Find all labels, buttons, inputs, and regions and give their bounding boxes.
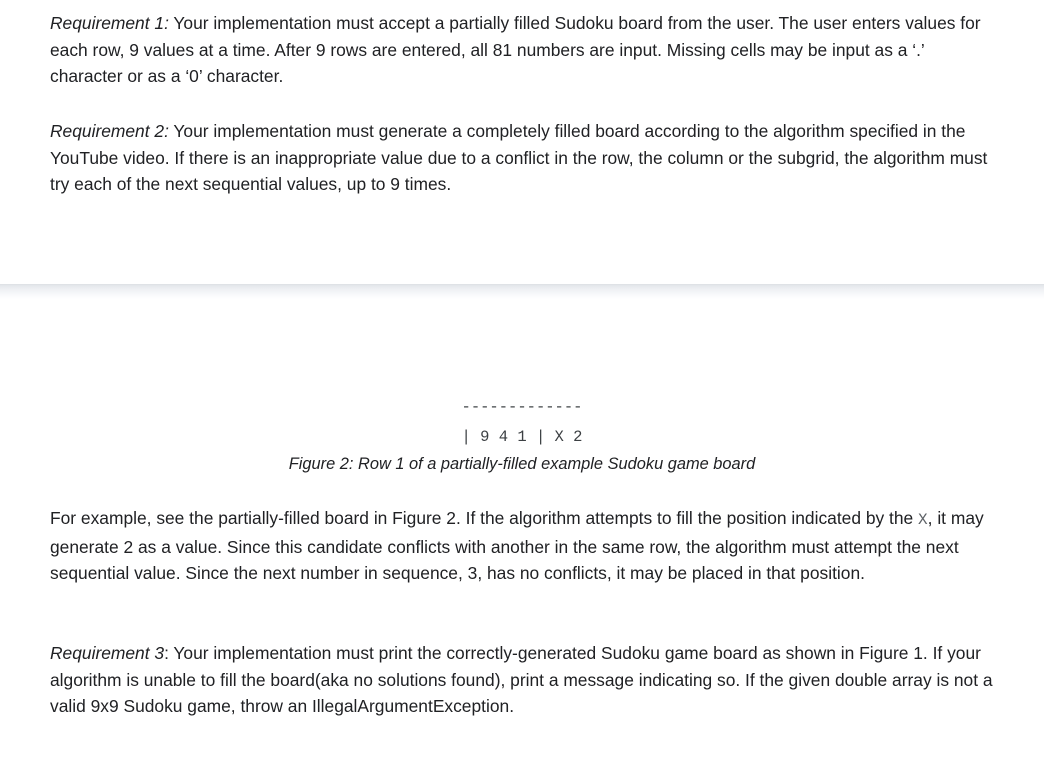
requirement-1-paragraph — [50, 10, 1000, 90]
board-row-1: | 9 4 1 | X 2 — [461, 428, 583, 446]
example-inline-code: X — [918, 511, 928, 529]
figure-2-caption: Figure 2: Row 1 of a partially-filled example Sudoku game board — [288, 455, 756, 473]
requirement-3-label: Requirement 3 — [50, 643, 165, 663]
example-paragraph — [50, 505, 1000, 587]
requirement-1-text: Your implementation must accept a partially filled Sudoku board from the user. The user enters values for each row, 9 values at a time. After 9 rows are entered, all 81 numbers are input. Missing cells may be input as a ‘.’ character or as a ‘0’ character. — [50, 13, 981, 86]
requirement-3-paragraph — [50, 640, 1000, 720]
requirement-2-paragraph — [50, 118, 1000, 198]
requirement-1-label: Requirement 1: — [50, 13, 169, 33]
requirement-3-text: : Your implementation must print the correctly-generated Sudoku game board as shown in Figure 1. If your algorithm is unable to fill the board(aka no solutions found), print a message indicating so. If the given double array is not a valid 9x9 Sudoku game, throw an IllegalArgumentException. — [50, 643, 993, 716]
requirement-2-label: Requirement 2: — [50, 121, 169, 141]
example-text-before: For example, see the partially-filled board in Figure 2. If the algorithm attempts to fill the position indicated by the — [50, 508, 919, 528]
example-text-after: , it may generate 2 as a value. Since this candidate conflicts with another in the same row, the algorithm must attempt the next sequential value. Since the next number in sequence, 3, has no conflicts, it may be placed in that position. — [50, 508, 984, 583]
section-divider — [0, 284, 1044, 299]
board-top-border: ------------- — [461, 398, 583, 416]
requirement-2-text: Your implementation must generate a completely filled board according to the algorithm specified in the YouTube video. If there is an inappropriate value due to a conflict in the row, the column or the subgrid, the algorithm must try each of the next sequential values, up to 9 times. — [50, 121, 988, 194]
